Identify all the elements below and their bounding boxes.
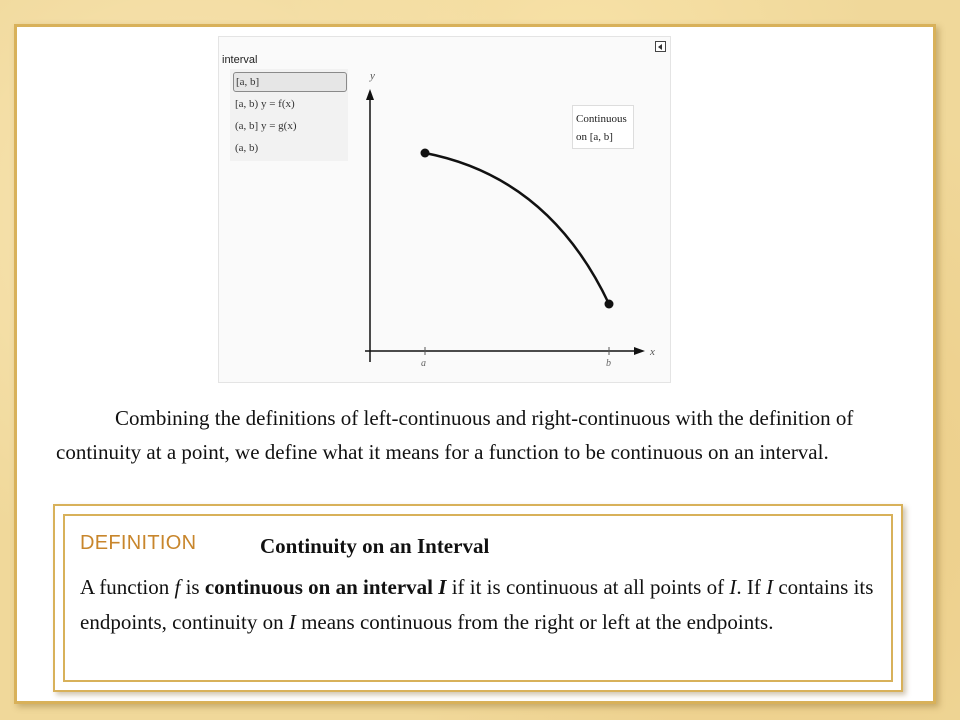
def-text-2: is <box>180 575 205 599</box>
x-axis-arrow <box>634 347 645 355</box>
intro-paragraph <box>56 401 906 469</box>
definition-label: DEFINITION <box>80 532 197 554</box>
definition-box <box>53 504 903 692</box>
def-text-6: means continuous from the right or left at the endpoints. <box>295 610 774 634</box>
definition-body <box>80 570 880 640</box>
slide <box>14 24 936 704</box>
def-text-4: . If <box>736 575 767 599</box>
definition-inner-frame <box>63 514 893 682</box>
continuity-plot <box>219 37 672 384</box>
legend-line-2: on [a, b] <box>576 131 613 143</box>
y-axis-arrow <box>366 89 374 100</box>
legend-line-1: Continuous <box>576 113 627 125</box>
def-text-1: A function <box>80 575 175 599</box>
plot-legend <box>572 105 634 149</box>
right-endpoint-closed-dot <box>605 300 614 309</box>
interval-option-open-closed[interactable]: (a, b] y = g(x) <box>235 120 297 132</box>
def-text-3: if it is continuous at all points of <box>446 575 730 599</box>
def-var-I-1: I <box>729 575 737 599</box>
def-var-f: f <box>174 575 181 599</box>
def-bold-term: continuous on an interval <box>204 575 439 599</box>
tick-label-b: b <box>606 358 611 369</box>
def-text-5: contains its endpoints, continuity on <box>80 575 874 634</box>
def-var-I-3: I <box>288 610 296 634</box>
interval-option-closed-open[interactable]: [a, b) y = f(x) <box>235 98 295 110</box>
interval-option-closed[interactable]: [a, b] <box>233 72 347 92</box>
left-endpoint-closed-dot <box>421 149 430 158</box>
intro-paragraph-text: Combining the definitions of left-continuous and right-continuous with the definition of continuity at a point, we define what it means for a function to be continuous on an interval. <box>56 406 854 464</box>
interval-control-title: interval <box>222 54 258 66</box>
y-axis-label: y <box>370 70 375 82</box>
def-var-I-bold: I <box>438 575 447 599</box>
def-var-I-2: I <box>766 575 774 599</box>
interactive-figure <box>218 36 671 383</box>
function-curve <box>425 153 609 304</box>
interval-option-open[interactable]: (a, b) <box>235 142 259 154</box>
x-axis-label: x <box>650 346 655 358</box>
definition-title: Continuity on an Interval <box>260 534 490 558</box>
tick-label-a: a <box>421 358 426 369</box>
